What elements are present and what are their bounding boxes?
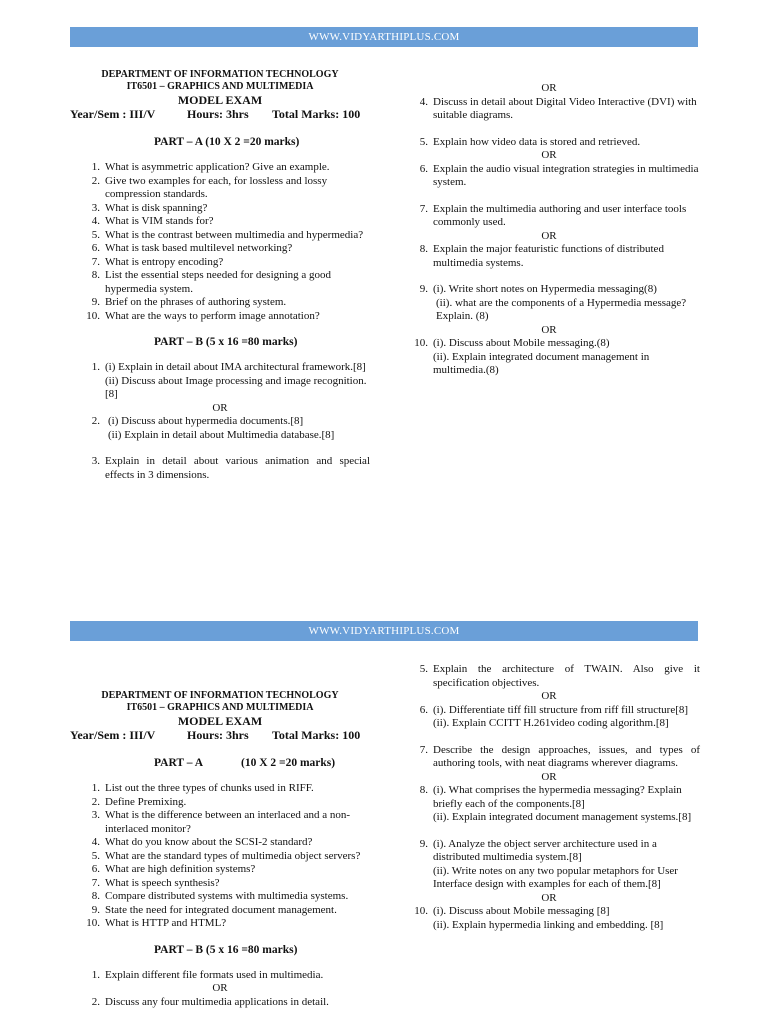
list-item: 2. Discuss any four multimedia applications in detail. xyxy=(91,995,329,1008)
list-item: 1. Explain different file formats used in multimedia. xyxy=(91,968,324,981)
part-b-question-list-continued xyxy=(398,96,700,378)
paper2-right-column xyxy=(398,663,700,932)
exam-info-row xyxy=(70,728,370,742)
part-b-question-list xyxy=(70,969,370,1010)
part-b-heading: PART – B (5 x 16 =80 marks) xyxy=(154,336,298,348)
paper1-left-column xyxy=(70,69,370,482)
total-marks: Total Marks: 100 xyxy=(272,107,361,121)
year-sem: Year/Sem : III/V xyxy=(70,107,156,121)
part-b-question-list-continued xyxy=(398,663,700,932)
list-item: 1. What is asymmetric application? Give an example. xyxy=(91,161,330,173)
list-item: 2. (i) Discuss about hypermedia documents.[8] (ii) Explain in detail about Multimedia database.[8] xyxy=(91,415,335,441)
list-item: 10. What is HTTP and HTML? xyxy=(86,917,227,929)
list-item: 7. Explain the multimedia authoring and user interface tools commonly used. xyxy=(419,202,687,228)
or-separator: OR xyxy=(541,891,557,904)
list-item: 6. What are high definition systems? xyxy=(91,863,256,875)
site-banner: WWW.VIDYARTHIPLUS.COM xyxy=(70,27,698,47)
list-item: 3. Explain in detail about various animation and special effects in 3 dimensions. xyxy=(91,455,370,481)
list-item: 10. (i). Discuss about Mobile messaging.(8) (ii). Explain integrated document management in multimedia.(8) xyxy=(414,337,650,376)
list-item: 8. (i). What comprises the hypermedia messaging? Explain briefly each of the components.[8] (ii). Explain integrated document management systems.[8] xyxy=(419,784,692,823)
part-a-heading: PART – A (10 X 2 =20 marks) xyxy=(154,136,300,148)
part-b-question-list xyxy=(70,361,370,482)
list-item: 6. What is task based multilevel networking? xyxy=(91,242,293,254)
list-item: 8. Explain the major featuristic functions of distributed multimedia systems. xyxy=(419,243,664,269)
part-b-heading: PART – B (5 x 16 =80 marks) xyxy=(154,943,298,956)
list-item: 2. Give two examples for each, for lossless and lossy compression standards. xyxy=(91,174,328,200)
course-title: IT6501 – GRAPHICS AND MULTIMEDIA xyxy=(126,81,314,92)
or-separator: OR xyxy=(541,323,557,336)
list-item: 5. Explain how video data is stored and retrieved. xyxy=(419,135,641,148)
list-item: 10. (i). Discuss about Mobile messaging [8] (ii). Explain hypermedia linking and embedding. [8] xyxy=(414,905,664,931)
exam-title: MODEL EXAM xyxy=(177,93,263,107)
or-separator: OR xyxy=(541,690,557,702)
list-item: 5. What is the contrast between multimedia and hypermedia? xyxy=(91,228,364,241)
list-item: 10. What are the ways to perform image annotation? xyxy=(86,309,320,322)
year-sem: Year/Sem : III/V xyxy=(70,728,156,742)
list-item: 9. Brief on the phrases of authoring system. xyxy=(91,296,287,308)
list-item: 1. (i) Explain in detail about IMA architectural framework.[8] (ii) Discuss about Image processing and image recognition.[8] xyxy=(91,361,367,400)
list-item: 7. What is entropy encoding? xyxy=(91,255,224,268)
list-item: 8. List the essential steps needed for designing a good hypermedia system. xyxy=(91,269,332,295)
site-banner: WWW.VIDYARTHIPLUS.COM xyxy=(70,621,698,641)
list-item: 6. Explain the audio visual integration strategies in multimedia system. xyxy=(419,162,699,188)
department-title: DEPARTMENT OF INFORMATION TECHNOLOGY xyxy=(101,69,339,80)
list-item: 6. (i). Differentiate tiff fill structure from riff fill structure[8] (ii). Explain CCITT H.261video coding algorithm.[8] xyxy=(419,703,689,729)
list-item: 5. Explain the architecture of TWAIN. Also give it specification objectives. xyxy=(419,663,700,689)
list-item: 4. What do you know about the SCSI-2 standard? xyxy=(91,836,313,848)
or-separator: OR xyxy=(212,401,228,414)
part-a-question-list xyxy=(70,161,370,323)
part-a-heading: PART – A (10 X 2 =20 marks) xyxy=(154,757,336,769)
list-item: 4. Discuss in detail about Digital Video Interactive (DVI) with suitable diagrams. xyxy=(419,95,697,121)
department-title: DEPARTMENT OF INFORMATION TECHNOLOGY xyxy=(101,690,339,701)
exam-info-row xyxy=(70,107,370,121)
course-title: IT6501 – GRAPHICS AND MULTIMEDIA xyxy=(126,702,314,713)
paper1-right-column xyxy=(398,82,700,378)
exam-title: MODEL EXAM xyxy=(177,714,263,728)
list-item: 3. What is the difference between an interlaced and a non-interlaced monitor? xyxy=(91,809,351,835)
list-item: 4. What is VIM stands for? xyxy=(91,215,214,227)
list-item: 9. State the need for integrated document management. xyxy=(91,903,337,916)
list-item: 5. What are the standard types of multimedia object servers? xyxy=(91,849,361,862)
or-separator: OR xyxy=(541,229,557,242)
list-item: 8. Compare distributed systems with multimedia systems. xyxy=(91,890,349,902)
duration: Hours: 3hrs xyxy=(187,728,249,742)
or-separator: OR xyxy=(212,982,228,994)
paper2-header xyxy=(70,690,370,728)
or-separator: OR xyxy=(541,149,557,161)
paper2-left-column xyxy=(70,690,370,1009)
duration: Hours: 3hrs xyxy=(187,107,249,121)
or-separator: OR xyxy=(541,82,557,94)
list-item: 3. What is disk spanning? xyxy=(91,201,208,214)
list-item: 7. Describe the design approaches, issues, and types of authoring tools, with neat diagrams wherever diagrams. xyxy=(419,743,700,769)
list-item: 2. Define Premixing. xyxy=(91,795,187,808)
list-item: 1. List out the three types of chunks used in RIFF. xyxy=(91,782,314,794)
list-item: 9. (i). Write short notes on Hypermedia messaging(8) (ii). what are the components of a Hypermedia message? Explain. (8) xyxy=(419,283,687,322)
list-item: 9. (i). Analyze the object server architecture used in a distributed multimedia system.[8] (ii). Write notes on any two popular metaphors for User Interface design with examples for each of them.[8] xyxy=(419,837,678,890)
list-item: 7. What is speech synthesis? xyxy=(91,876,220,889)
total-marks: Total Marks: 100 xyxy=(272,728,361,742)
or-separator: OR xyxy=(541,770,557,783)
paper1-header xyxy=(70,69,370,107)
part-a-question-list xyxy=(70,782,370,931)
